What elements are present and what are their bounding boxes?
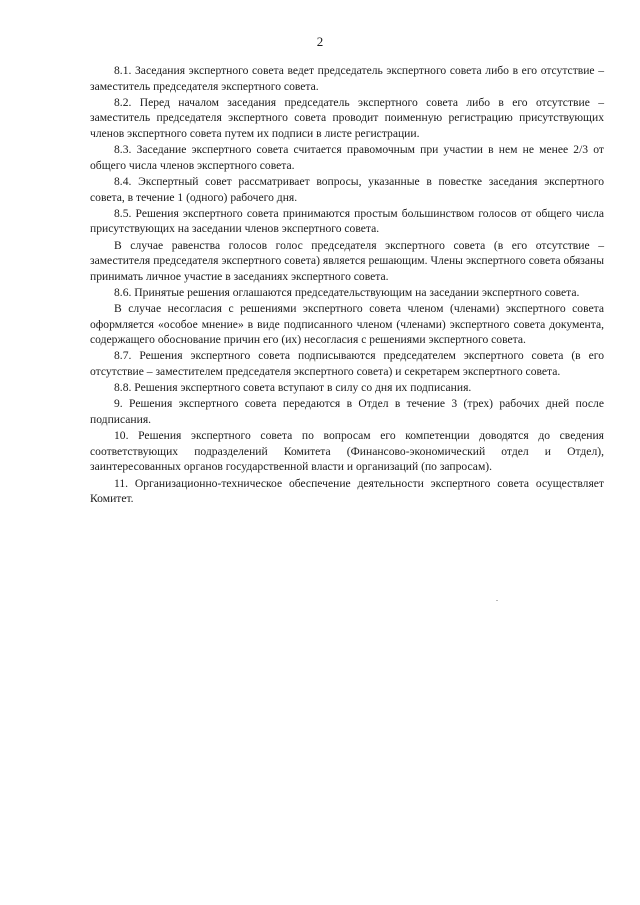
paragraph-8-4: 8.4. Экспертный совет рассматривает вопросы, указанные в повестке заседания экспертного совета, в течение 1 (одного) рабочего дня.	[90, 174, 604, 204]
paragraph-8-5-tie-vote: В случае равенства голосов голос председателя экспертного совета (в его отсутствие – заместителя председателя экспертного совета) является решающим. Члены экспертного совета обязаны принимать личное участие в заседаниях экспертного совета.	[90, 238, 604, 283]
paragraph-8-5: 8.5. Решения экспертного совета принимаются простым большинством голосов от общего числа присутствующих на заседании членов экспертного совета.	[90, 206, 604, 236]
document-body	[90, 63, 604, 507]
paragraph-8-6-dissent: В случае несогласия с решениями экспертного совета членом (членами) экспертного совета оформляется «особое мнение» в виде подписанного членом (членами) экспертного совета документа, содержащего обоснование причин его (их) несогласия с решениями экспертного совета.	[90, 302, 604, 347]
page-number: 2	[316, 34, 324, 49]
paragraph-11: 11. Организационно-техническое обеспечение деятельности экспертного совета осуществляет Комитет.	[90, 476, 604, 506]
scan-speck	[496, 600, 498, 601]
paragraph-10: 10. Решения экспертного совета по вопросам его компетенции доводятся до сведения соответствующих подразделений Комитета (Финансово-экономический отдел и Отдел), заинтересованных органов государственной власти и организаций (по запросам).	[90, 429, 604, 474]
paragraph-8-2: 8.2. Перед началом заседания председатель экспертного совета либо в его отсутствие – заместитель председателя экспертного совета проводит поименную регистрацию присутствующих членов экспертного совета путем их подписи в листе регистрации.	[90, 95, 604, 140]
paragraph-8-6: 8.6. Принятые решения оглашаются председательствующим на заседании экспертного совета.	[114, 285, 580, 299]
paragraph-8-1: 8.1. Заседания экспертного совета ведет председатель экспертного совета либо в его отсутствие – заместитель председателя экспертного совета.	[90, 64, 604, 93]
paragraph-8-8: 8.8. Решения экспертного совета вступают в силу со дня их подписания.	[114, 381, 472, 395]
paragraph-8-3: 8.3. Заседание экспертного совета считается правомочным при участии в нем не менее 2/3 от общего числа членов экспертного совета.	[90, 143, 604, 172]
paragraph-8-7: 8.7. Решения экспертного совета подписываются председателем экспертного совета (в его отсутствие – заместителем председателя экспертного совета) и секретарем экспертного совета.	[90, 349, 604, 379]
paragraph-9: 9. Решения экспертного совета передаются в Отдел в течение 3 (трех) рабочих дней после подписания.	[90, 397, 604, 426]
